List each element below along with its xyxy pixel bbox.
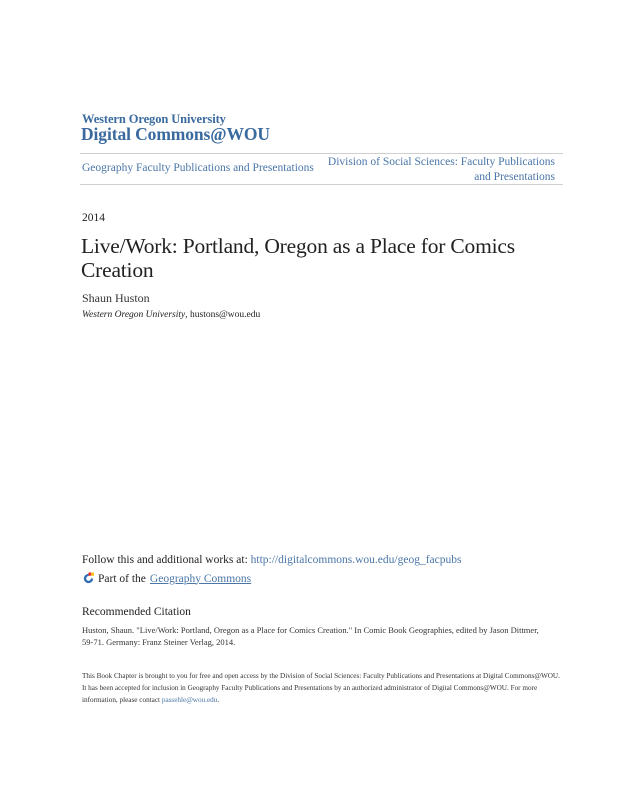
collection-link-division[interactable]	[328, 155, 555, 185]
document-title: Live/Work: Portland, Oregon as a Place for Comics Creation	[81, 234, 515, 282]
citation-text: Huston, Shaun. "Live/Work: Portland, Oregon as a Place for Comics Creation." In Comic Book Geographies, edited by Jason Dittmer, 59-71. Germany: Franz Steiner Verlag, 2014.	[82, 625, 539, 647]
author-name: Shaun Huston	[82, 291, 150, 305]
affiliation-name: Western Oregon University	[82, 310, 186, 320]
collection-division-line1: Division of Social Sciences: Faculty Publications	[327, 156, 555, 168]
geography-commons-link[interactable]: Geography Commons	[149, 572, 252, 585]
institution-name: Western Oregon University	[82, 112, 226, 126]
repository-name[interactable]: Digital Commons@WOU	[81, 124, 270, 144]
contact-email-link[interactable]: passehle@wou.edu	[161, 696, 218, 704]
collection-division-line2: and Presentations	[474, 171, 555, 183]
footer-end: .	[217, 696, 220, 704]
follow-label: Follow this and additional works at:	[82, 554, 251, 566]
collection-link-geography[interactable]: Geography Faculty Publications and Presentations	[82, 162, 314, 174]
citation-heading: Recommended Citation	[82, 606, 191, 618]
divider-top	[80, 153, 563, 154]
follow-url-link[interactable]: http://digitalcommons.wou.edu/geog_facpubs	[250, 554, 462, 566]
footer-notice	[82, 670, 562, 706]
author-affiliation	[82, 310, 260, 320]
author-email: , hustons@wou.edu	[185, 310, 261, 320]
footer-text: This Book Chapter is brought to you for free and open access by the Division of Social Sciences: Faculty Publications and Presentations at Digital Commons@WOU. It has been accepted for inclusion in Geography Faculty Publications and Presentations by an authorized administrator of Digital Commons@WOU. For more information, please contact	[82, 672, 560, 704]
part-of-label: Part of the	[98, 572, 146, 585]
follow-line	[82, 554, 461, 566]
bepress-commons-icon	[82, 572, 95, 585]
part-of-line	[82, 572, 251, 585]
publication-year: 2014	[82, 212, 105, 224]
divider-bottom	[80, 184, 563, 185]
